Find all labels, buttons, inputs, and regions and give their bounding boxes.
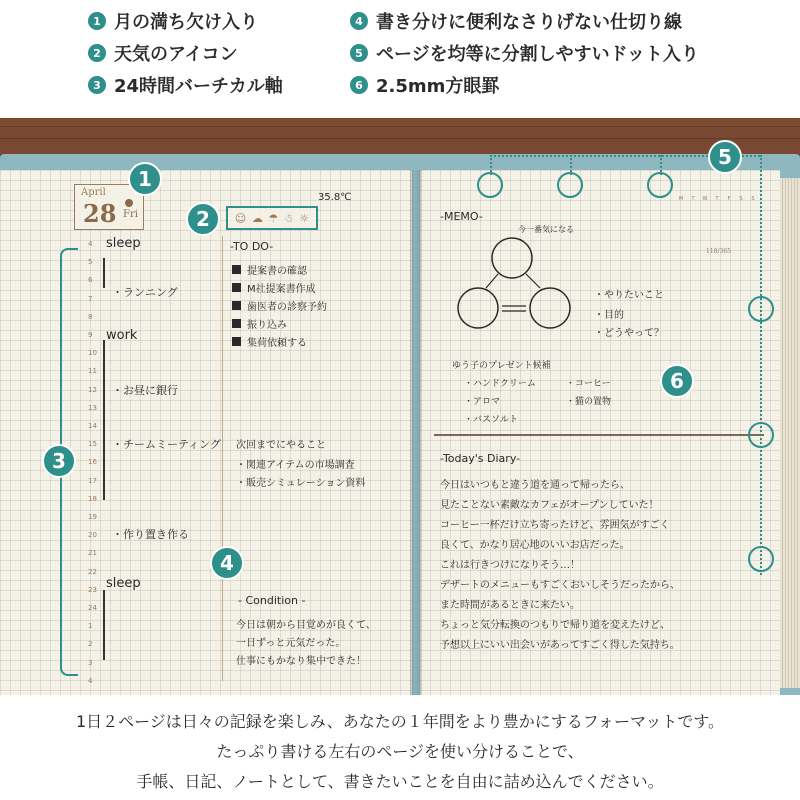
- gift-title: ゆう子のプレゼント候補: [452, 361, 551, 371]
- date-weekday: Fri: [123, 209, 138, 220]
- hour-label: 20: [88, 531, 97, 540]
- feature-5: [350, 40, 699, 66]
- dot-ring: [647, 172, 673, 198]
- dot-ring: [748, 422, 774, 448]
- section-divider: [434, 434, 764, 436]
- page-count: 118/365: [706, 248, 731, 255]
- feature-number: 1: [88, 12, 106, 30]
- feature-text: 2.5mm方眼罫: [376, 76, 500, 97]
- next-item: ・販売シミュレーション資料: [236, 478, 366, 489]
- feature-number: 6: [350, 76, 368, 94]
- feature-text: ページを均等に分割しやすいドット入り: [376, 44, 699, 65]
- diary-line: ちょっと気分転換のつもりで帰り道を変えたけど、: [440, 620, 670, 631]
- diary-line: 予想以上にいい出会いがあってすごく得した気持ち。: [440, 640, 680, 651]
- hour-label: 3: [88, 658, 93, 667]
- dot-ring: [477, 172, 503, 198]
- hour-label: 8: [88, 312, 93, 321]
- gift-item: ・アロマ: [464, 397, 501, 407]
- marker-4: 4: [210, 546, 244, 580]
- next-item: ・関連アイテムの市場調査: [236, 460, 355, 471]
- date-day: 28: [83, 199, 117, 228]
- memo-note: 今一番気になる: [518, 225, 574, 234]
- checkbox-icon: [232, 301, 241, 310]
- gift-item: ・猫の置物: [566, 397, 612, 407]
- diary-title: -Today's Diary-: [440, 452, 521, 465]
- arrow-line: [103, 590, 105, 660]
- dot-guide: [760, 155, 762, 575]
- description-line: たっぷり書ける左右のページを使い分けることで、: [216, 742, 584, 761]
- moon-phase-icon: [125, 199, 133, 207]
- description: [0, 695, 800, 800]
- diary-line: 見たことない素敵なカフェがオープンしていた！: [440, 500, 659, 511]
- checkbox-icon: [232, 337, 241, 346]
- hour-label: 14: [88, 422, 97, 430]
- hour-label: 6: [88, 276, 93, 285]
- feature-list: [0, 0, 800, 118]
- arrow-line: [103, 340, 105, 500]
- calendar-header: M T W T F S S: [678, 196, 755, 202]
- memo-list-item: ・やりたいこと: [594, 290, 664, 301]
- dot-ring: [557, 172, 583, 198]
- hour-label: 4: [88, 676, 93, 685]
- condition-title: - Condition -: [238, 594, 306, 607]
- hour-label: 13: [88, 403, 97, 412]
- hour-label: 17: [88, 476, 97, 485]
- checkbox-icon: [232, 265, 241, 274]
- dot-ring: [748, 296, 774, 322]
- feature-1: [88, 8, 258, 34]
- gift-item: ・コーヒー: [566, 379, 611, 389]
- vertical-note: sleep: [106, 576, 141, 591]
- feature-text: 書き分けに便利なさりげない仕切り線: [376, 12, 682, 33]
- hour-label: 24: [88, 604, 97, 612]
- hour-label: 12: [88, 385, 97, 394]
- gift-item: ・ハンドクリーム: [464, 379, 536, 389]
- description-line: 1日２ページは日々の記録を楽しみ、あなたの１年間をより豊かにするフォーマットです。: [75, 712, 725, 731]
- gift-item: ・バスソルト: [464, 415, 519, 425]
- todo-item: M社提案書作成: [232, 280, 316, 295]
- feature-text: 月の満ち欠け入り: [114, 12, 258, 33]
- sun-icon: ☺: [234, 211, 247, 225]
- hour-label: 21: [88, 549, 97, 558]
- todo-item: 提案書の確認: [232, 262, 307, 277]
- hour-label: 19: [88, 513, 97, 521]
- vertical-note: ・お昼に銀行: [112, 384, 178, 397]
- marker-6: 6: [660, 364, 694, 398]
- snow-icon: ☃: [283, 211, 294, 225]
- arrow-line: [103, 258, 105, 288]
- weather-icons-box: [226, 206, 318, 230]
- memo-diagram: [446, 236, 586, 336]
- description-line: 手帳、日記、ノートとして、書きたいことを自由に詰め込んでください。: [136, 772, 664, 791]
- hour-label: 2: [88, 640, 93, 649]
- diary-line: デザートのメニューもすごくおいしそうだったから、: [440, 580, 680, 591]
- todo-title: -TO DO-: [230, 240, 274, 253]
- hour-label: 5: [88, 258, 93, 267]
- date-month: April: [81, 187, 106, 198]
- temperature: 35.8℃: [318, 192, 352, 203]
- checkbox-icon: [232, 319, 241, 328]
- feature-text: 天気のアイコン: [114, 44, 238, 65]
- vertical-note: ・ランニング: [112, 286, 178, 299]
- feature-3: [88, 72, 283, 98]
- hour-label: 1: [88, 622, 93, 631]
- feature-4: [350, 8, 682, 34]
- hour-label: 9: [88, 331, 93, 339]
- feature-2: [88, 40, 238, 66]
- todo-item: 歯医者の診察予約: [232, 298, 327, 313]
- hour-label: 22: [88, 567, 97, 576]
- vertical-note: sleep: [106, 236, 141, 251]
- diary-line: また時間があるときに来たい。: [440, 600, 580, 611]
- cloud-icon: ☁: [251, 211, 263, 225]
- hour-label: 18: [88, 494, 97, 503]
- vertical-note: ・チームミーティング: [112, 438, 221, 451]
- notebook-photo: [0, 118, 800, 695]
- hour-label: 7: [88, 294, 93, 303]
- divider-line: [222, 236, 223, 681]
- condition-line: 今日は朝から目覚めが良くて、: [236, 620, 376, 631]
- diary-line: コーヒー一杯だけ立ち寄ったけど、雰囲気がすごく: [440, 520, 670, 531]
- page-edges: [780, 178, 800, 688]
- hour-label: 11: [88, 367, 97, 376]
- feature-number: 2: [88, 44, 106, 62]
- marker-2: 2: [186, 202, 220, 236]
- page-gutter: [410, 170, 422, 695]
- next-title: 次回までにやること: [236, 440, 326, 451]
- hour-label: 4: [88, 240, 93, 248]
- memo-list-item: ・どうやって？: [594, 328, 664, 339]
- feature-number: 3: [88, 76, 106, 94]
- diary-line: 今日はいつもと違う道を通って帰ったら、: [440, 480, 630, 491]
- marker-5: 5: [708, 140, 742, 174]
- marker-1: 1: [128, 162, 162, 196]
- dot-ring: [748, 546, 774, 572]
- umbrella-icon: ☂: [268, 211, 279, 225]
- vertical-note: ・作り置き作る: [112, 528, 189, 541]
- feature-6: [350, 72, 499, 98]
- hour-label: 15: [88, 440, 97, 449]
- condition-line: 仕事にもかなり集中できた！: [236, 656, 366, 667]
- todo-item: 振り込み: [232, 316, 287, 331]
- weather-icon: ☼: [299, 211, 310, 225]
- diary-line: これは行きつけになりそう…！: [440, 560, 580, 571]
- mini-calendar: [675, 196, 761, 252]
- hour-label: 23: [88, 585, 97, 594]
- todo-item: 集荷依頼する: [232, 334, 307, 349]
- feature-number: 4: [350, 12, 368, 30]
- feature-number: 5: [350, 44, 368, 62]
- hour-label: 16: [88, 458, 97, 467]
- marker-3: 3: [42, 444, 76, 478]
- condition-line: 一日ずっと元気だった。: [236, 638, 346, 649]
- wood-grain: [0, 138, 800, 139]
- vertical-note: work: [106, 328, 138, 343]
- memo-title: -MEMO-: [440, 210, 483, 223]
- checkbox-icon: [232, 283, 241, 292]
- hour-label: 10: [88, 349, 97, 358]
- memo-list-item: ・目的: [594, 310, 624, 321]
- diary-line: 良くて、かなり居心地のいいお店だった。: [440, 540, 630, 551]
- feature-text: 24時間バーチカル軸: [114, 76, 283, 97]
- wood-grain: [0, 126, 800, 127]
